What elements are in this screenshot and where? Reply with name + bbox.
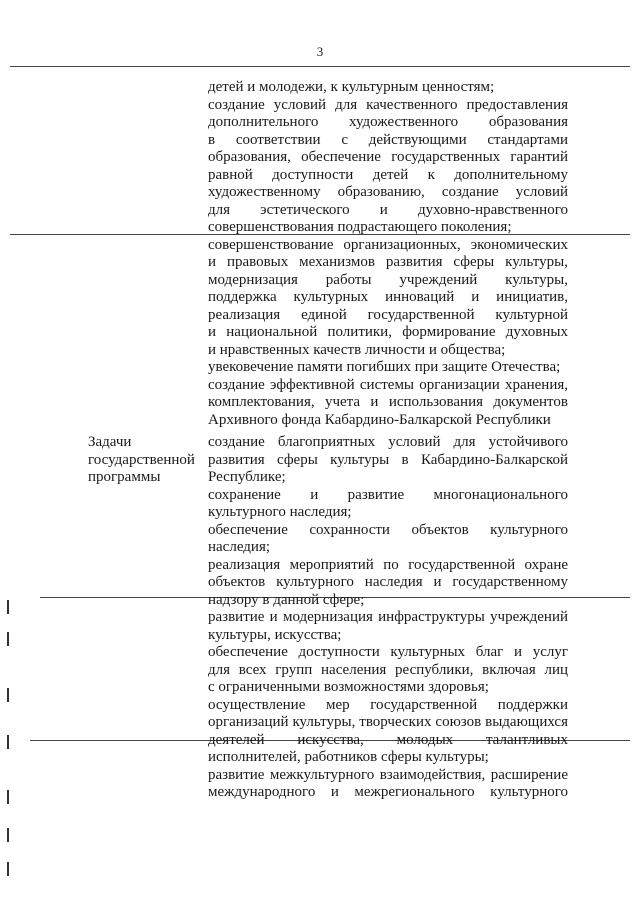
text-line: создание благоприятных условий для устойчивого <box>208 434 568 450</box>
label-line: Задачи <box>88 434 132 450</box>
text-line: культуры, искусства; <box>208 626 342 643</box>
text-line: с ограниченными возможностями здоровья; <box>208 679 489 695</box>
text-line: осуществление мер государственной поддержки <box>208 696 568 713</box>
text-line: наследия; <box>208 539 271 555</box>
tasks-text-block <box>208 434 568 802</box>
margin-mark <box>7 862 9 876</box>
text-line: развитие межкультурного взаимодействия, расширение <box>208 766 568 783</box>
text-line: для эстетического и духовно-нравственного <box>208 201 568 218</box>
text-line: в соответствии с действующими стандартами <box>208 131 568 148</box>
text-line: сохранение и развитие многонационального <box>208 486 568 503</box>
text-line: создание условий для качественного предоставления <box>208 96 568 113</box>
text-line: Архивного фонда Кабардино-Балкарской Республики <box>208 411 551 428</box>
margin-mark <box>7 790 9 804</box>
text-line: и национальной политики, формирование духовных <box>208 324 568 340</box>
text-line: создание эффективной системы организации хранения, <box>208 376 568 393</box>
text-line: организаций культуры, творческих союзов выдающихся <box>208 714 568 730</box>
label-line: государственной <box>88 451 195 468</box>
margin-mark <box>7 688 9 702</box>
text-line: исполнителей, работников сферы культуры; <box>208 749 489 765</box>
text-line: и нравственных качеств личности и общества; <box>208 341 506 358</box>
text-line: развития сферы культуры в Кабардино-Балкарской <box>208 451 568 468</box>
tasks-label <box>88 434 206 487</box>
text-line: равной доступности детей к дополнительному <box>208 166 568 183</box>
text-line: дополнительного художественного образования <box>208 114 568 130</box>
text-line: развитие и модернизация инфраструктуры учреждений <box>208 609 568 625</box>
text-line: художественному образованию, создание условий <box>208 184 568 200</box>
text-line: комплектования, учета и использования документов <box>208 394 568 410</box>
text-line: поддержка культурных инноваций и инициатив, <box>208 289 568 305</box>
text-line: модернизация работы учреждений культуры, <box>208 271 568 288</box>
text-line: деятелей искусства, молодых талантливых <box>208 731 568 748</box>
text-line: детей и молодежи, к культурным ценностям; <box>208 79 495 95</box>
margin-mark <box>7 828 9 842</box>
text-line: совершенствование организационных, экономических <box>208 236 568 253</box>
text-line: образования, обеспечение государственных гарантий <box>208 149 568 165</box>
goals-text-block <box>208 79 568 429</box>
text-line: Республике; <box>208 469 286 485</box>
text-line: обеспечение доступности культурных благ и услуг <box>208 644 568 660</box>
text-line: совершенствования подрастающего поколения; <box>208 219 512 235</box>
margin-mark <box>7 632 9 646</box>
text-line: международного и межрегионального культурного <box>208 784 568 800</box>
text-line: для всех групп населения республики, включая лиц <box>208 661 568 678</box>
margin-mark <box>7 600 9 614</box>
text-line: реализация единой государственной культурной <box>208 306 568 323</box>
text-line: и правовых механизмов развития сферы культуры, <box>208 254 568 270</box>
top-rule <box>10 66 630 67</box>
label-line: программы <box>88 469 161 485</box>
text-line: увековечение памяти погибших при защите Отечества; <box>208 359 561 375</box>
text-line: реализация мероприятий по государственной охране <box>208 556 568 573</box>
page-number: 3 <box>316 44 324 59</box>
text-line: объектов культурного наследия и государственному <box>208 574 568 590</box>
margin-mark <box>7 735 9 749</box>
text-line: культурного наследия; <box>208 504 352 520</box>
text-line: обеспечение сохранности объектов культурного <box>208 521 568 538</box>
text-line: надзору в данной сфере; <box>208 591 365 608</box>
